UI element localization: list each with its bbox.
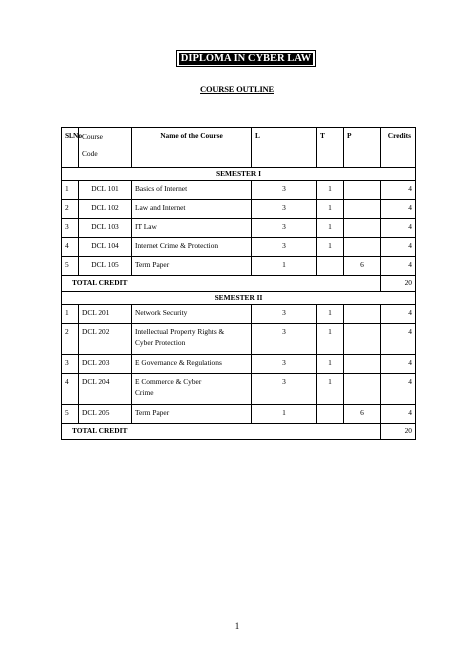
total-credit-label: TOTAL CREDIT bbox=[62, 424, 381, 440]
header-slno: Sl.No bbox=[62, 128, 79, 168]
row-course-name bbox=[132, 324, 252, 355]
row-p bbox=[344, 200, 381, 219]
total-credit-label: TOTAL CREDIT bbox=[62, 276, 381, 292]
semester-2-row bbox=[62, 292, 416, 305]
table-row bbox=[62, 257, 416, 276]
row-l: 3 bbox=[252, 238, 317, 257]
total-credit-value: 20 bbox=[381, 276, 416, 292]
table-row bbox=[62, 238, 416, 257]
row-slno: 4 bbox=[62, 374, 79, 405]
row-course-name: Internet Crime & Protection bbox=[132, 238, 252, 257]
row-course-name bbox=[132, 355, 252, 374]
row-course-name: Basics of Internet bbox=[132, 181, 252, 200]
row-t: 1 bbox=[317, 200, 344, 219]
row-p bbox=[344, 238, 381, 257]
row-course-code: DCL 103 bbox=[79, 219, 132, 238]
row-l: 3 bbox=[252, 305, 317, 324]
row-t: 1 bbox=[317, 219, 344, 238]
row-slno: 2 bbox=[62, 324, 79, 355]
row-course-code: DCL 101 bbox=[79, 181, 132, 200]
row-course-name-line1: E Governance & Regulations bbox=[135, 358, 222, 367]
row-course-name: Term Paper bbox=[132, 257, 252, 276]
row-course-code: DCL 202 bbox=[79, 324, 132, 355]
row-course-code: DCL 203 bbox=[79, 355, 132, 374]
table-row bbox=[62, 324, 416, 355]
row-l: 1 bbox=[252, 405, 317, 424]
row-l: 3 bbox=[252, 355, 317, 374]
row-t: 1 bbox=[317, 305, 344, 324]
row-p bbox=[344, 181, 381, 200]
table-row bbox=[62, 355, 416, 374]
header-course-code-line2: Code bbox=[82, 149, 98, 158]
row-slno: 5 bbox=[62, 257, 79, 276]
table-header-row bbox=[62, 128, 416, 168]
row-t: 1 bbox=[317, 374, 344, 405]
row-t: 1 bbox=[317, 324, 344, 355]
row-p: 6 bbox=[344, 257, 381, 276]
row-course-name: IT Law bbox=[132, 219, 252, 238]
row-p bbox=[344, 374, 381, 405]
course-outline-table bbox=[61, 127, 416, 440]
row-course-code: DCL 102 bbox=[79, 200, 132, 219]
row-course-code: DCL 104 bbox=[79, 238, 132, 257]
header-p: P bbox=[344, 128, 381, 168]
row-course-name-line1: Intellectual Property Rights & bbox=[135, 327, 225, 336]
row-course-code: DCL 201 bbox=[79, 305, 132, 324]
semester-1-row bbox=[62, 168, 416, 181]
row-credits: 4 bbox=[381, 405, 416, 424]
row-t: 1 bbox=[317, 238, 344, 257]
semester-1-label: SEMESTER I bbox=[62, 168, 416, 181]
semester-2-label: SEMESTER II bbox=[62, 292, 416, 305]
row-credits: 4 bbox=[381, 355, 416, 374]
row-slno: 3 bbox=[62, 219, 79, 238]
row-credits: 4 bbox=[381, 305, 416, 324]
row-credits: 4 bbox=[381, 324, 416, 355]
row-slno: 4 bbox=[62, 238, 79, 257]
row-p bbox=[344, 355, 381, 374]
row-course-name-line1: E Commerce & Cyber bbox=[135, 377, 202, 386]
row-slno: 1 bbox=[62, 181, 79, 200]
table-row bbox=[62, 200, 416, 219]
header-t: T bbox=[317, 128, 344, 168]
row-credits: 4 bbox=[381, 200, 416, 219]
table-row bbox=[62, 181, 416, 200]
total-credit-value: 20 bbox=[381, 424, 416, 440]
total-credit-row-sem1 bbox=[62, 276, 416, 292]
row-slno: 5 bbox=[62, 405, 79, 424]
row-course-name bbox=[132, 305, 252, 324]
row-course-code: DCL 204 bbox=[79, 374, 132, 405]
row-l: 3 bbox=[252, 324, 317, 355]
row-l: 1 bbox=[252, 257, 317, 276]
row-credits: 4 bbox=[381, 374, 416, 405]
row-course-name-line2: Cyber Protection bbox=[135, 338, 186, 347]
header-credits: Credits bbox=[381, 128, 416, 168]
table-row bbox=[62, 305, 416, 324]
document-title-box bbox=[176, 50, 316, 67]
row-slno: 2 bbox=[62, 200, 79, 219]
page-number: 1 bbox=[234, 621, 240, 631]
row-p bbox=[344, 305, 381, 324]
header-course-code bbox=[79, 128, 132, 168]
row-course-code: DCL 205 bbox=[79, 405, 132, 424]
row-t: 1 bbox=[317, 355, 344, 374]
row-slno: 1 bbox=[62, 305, 79, 324]
header-course-code-line1: Course bbox=[82, 132, 103, 141]
document-title: DIPLOMA IN CYBER LAW bbox=[180, 52, 312, 64]
row-t bbox=[317, 257, 344, 276]
row-credits: 4 bbox=[381, 257, 416, 276]
row-l: 3 bbox=[252, 219, 317, 238]
row-l: 3 bbox=[252, 374, 317, 405]
row-l: 3 bbox=[252, 181, 317, 200]
row-t: 1 bbox=[317, 181, 344, 200]
table-row bbox=[62, 219, 416, 238]
row-course-name-line1: Network Security bbox=[135, 308, 188, 317]
row-course-name bbox=[132, 374, 252, 405]
header-course-name: Name of the Course bbox=[132, 128, 252, 168]
document-subtitle: COURSE OUTLINE bbox=[200, 84, 274, 94]
row-credits: 4 bbox=[381, 219, 416, 238]
total-credit-row-sem2 bbox=[62, 424, 416, 440]
row-slno: 3 bbox=[62, 355, 79, 374]
row-credits: 4 bbox=[381, 181, 416, 200]
row-p bbox=[344, 324, 381, 355]
row-course-name bbox=[132, 405, 252, 424]
row-course-name: Law and Internet bbox=[132, 200, 252, 219]
row-course-name-line1: Term Paper bbox=[135, 408, 170, 417]
row-course-name-line2: Crime bbox=[135, 388, 154, 397]
row-credits: 4 bbox=[381, 238, 416, 257]
row-l: 3 bbox=[252, 200, 317, 219]
row-course-code: DCL 105 bbox=[79, 257, 132, 276]
table-row bbox=[62, 405, 416, 424]
table-row bbox=[62, 374, 416, 405]
row-p: 6 bbox=[344, 405, 381, 424]
header-l: L bbox=[252, 128, 317, 168]
row-t bbox=[317, 405, 344, 424]
row-p bbox=[344, 219, 381, 238]
